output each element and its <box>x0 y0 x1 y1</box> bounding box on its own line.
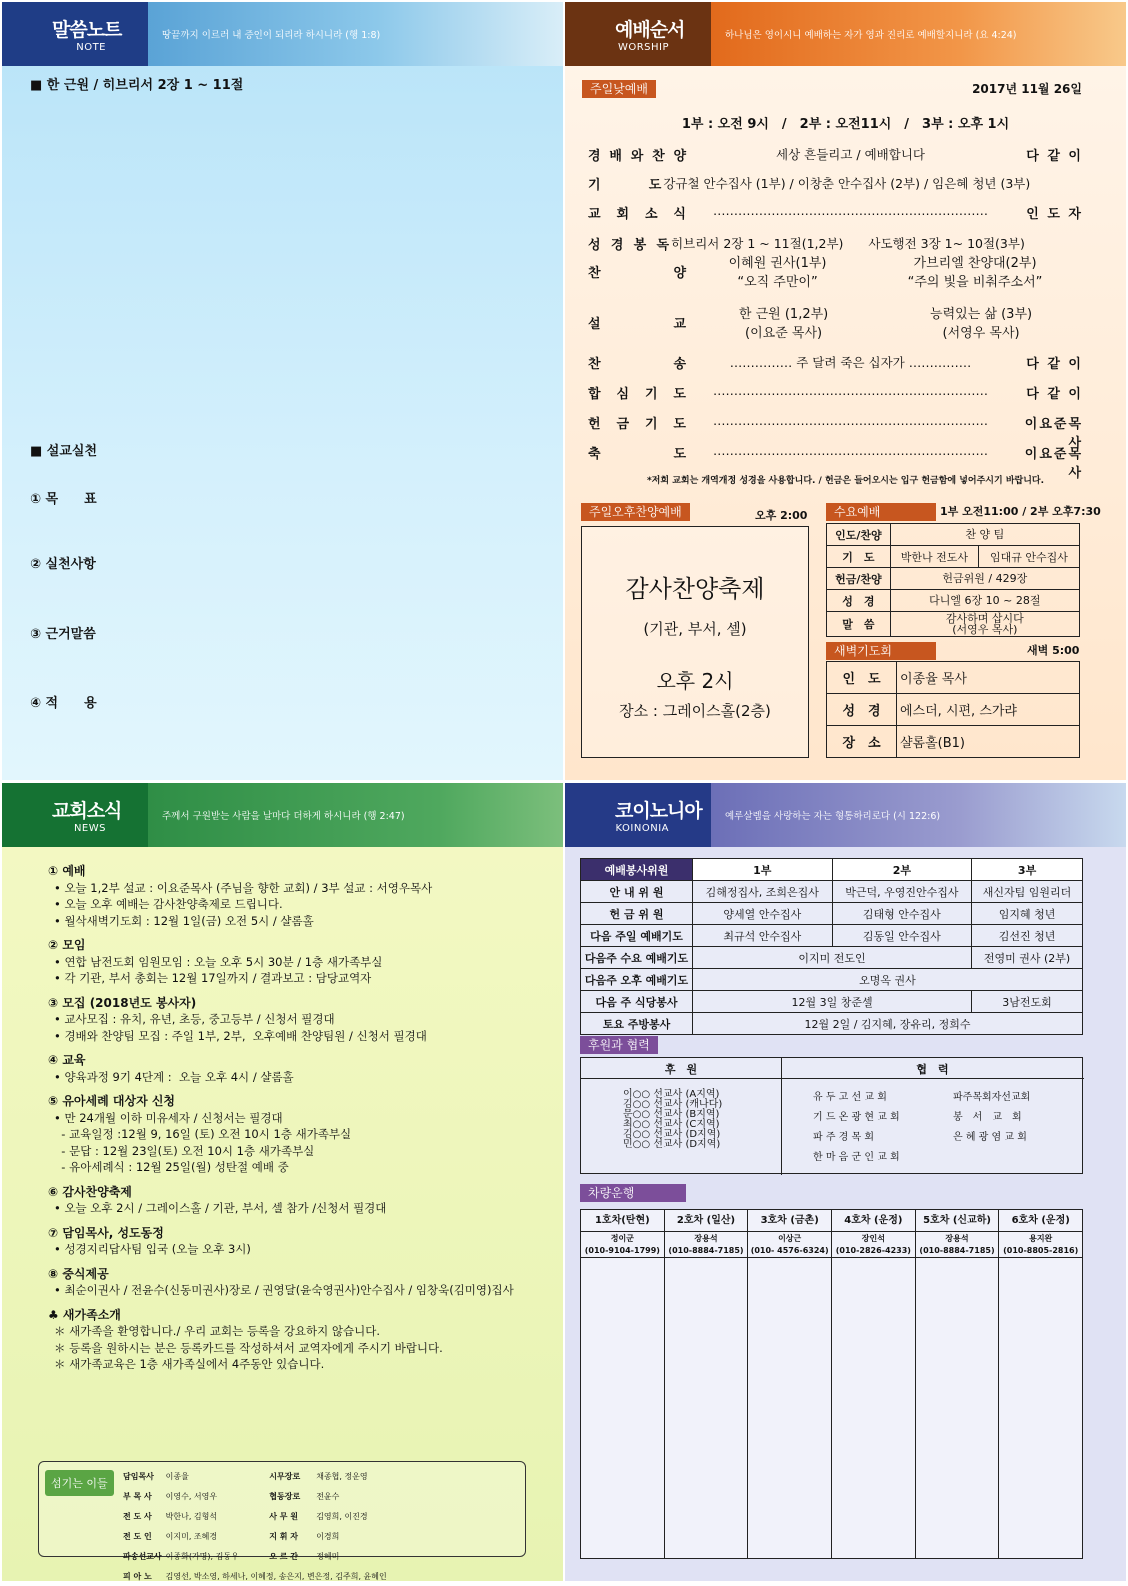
coop-item: 파주목회자선교회 <box>953 1092 1031 1103</box>
dawn-row <box>827 726 1080 758</box>
order-b1: 가브리엘 찬양대(2부) <box>913 256 1037 271</box>
service-date: 2017년 11월 26일 <box>972 82 1082 96</box>
coop-item: 봉 서 교 회 <box>953 1112 1022 1123</box>
practice-apply: ④ 적 용 <box>30 696 97 711</box>
news-line: • 최순이권사 / 전윤수(신동미권사)장로 / 권영달(윤숙영권사)안수집사 / 임창욱(김미영)집사 <box>54 1283 514 1297</box>
staff-cell: 이경희 <box>316 1531 340 1541</box>
wed-label: 인도/찬양 <box>827 524 891 546</box>
practice-basis: ③ 근거말씀 <box>30 627 96 642</box>
order-right <box>1025 234 1083 253</box>
dawn-row <box>827 694 1080 726</box>
news-heading: ⑧ 중식제공 <box>48 1266 109 1281</box>
order-char: 회 <box>616 207 632 222</box>
staff-row <box>121 1546 389 1566</box>
order-char: 설 <box>588 317 603 332</box>
staff-cell: 채종협, 정운영 <box>316 1471 368 1481</box>
order-middle: ………………………………………………………… <box>713 383 988 398</box>
cooperation-head: 협 력 <box>916 1063 949 1076</box>
wed-val2: 임대규 안수집사 <box>979 546 1080 568</box>
order-char: 식 <box>673 207 688 222</box>
order-char: 심 <box>616 387 632 402</box>
pm-at: 오후 2시 <box>656 669 734 693</box>
order-label <box>588 234 671 253</box>
order-label <box>588 174 663 193</box>
order-a1: 한 근원 (1,2부) <box>738 307 829 322</box>
car-driver <box>581 1232 664 1258</box>
wed-row <box>827 590 1080 612</box>
worship-header <box>565 2 1126 66</box>
worship-page <box>565 2 1126 780</box>
staff-tag: 섬기는 이들 <box>45 1470 114 1496</box>
support-item: 최○○ 선교사 (C지역) <box>623 1119 720 1130</box>
staff-cell: 이종율 <box>165 1471 189 1481</box>
car-col <box>748 1210 832 1558</box>
order-a2: (이요준 목사) <box>745 326 823 341</box>
svc-cell: 임지혜 청년 <box>972 903 1083 925</box>
wed-label: 기 도 <box>827 546 891 568</box>
svc-cell: 이지미 전도인 <box>693 947 972 969</box>
wed-row <box>827 546 1080 568</box>
order-char: 기 <box>588 178 603 193</box>
driver-name: 이상근 <box>778 1234 802 1243</box>
order-char: 찬 <box>588 266 603 281</box>
order-label <box>588 145 688 164</box>
driver-phone: (010-9104-1799) <box>584 1246 660 1255</box>
order-char: 경 <box>610 238 626 253</box>
worship-verse: 하나님은 영이시니 예배하는 자가 영과 진리로 예배할지니라 (요 4:24) <box>711 2 1126 66</box>
order-char: 양 <box>673 266 688 281</box>
car-col <box>832 1210 916 1558</box>
order-label <box>588 262 688 290</box>
wed-line: 헌금위원 / 429장 <box>942 572 1028 585</box>
driver-phone: (010-2826-4233) <box>835 1246 911 1255</box>
news-line: • 만 24개월 이하 미유세자 / 신청서는 필경대 <box>54 1110 283 1125</box>
car-driver <box>999 1232 1082 1258</box>
driver-phone: (010-8884-7185) <box>668 1246 744 1255</box>
coop-list-1 <box>813 1088 900 1168</box>
support-item: 김○○ 선교사 (캐나다) <box>623 1099 723 1110</box>
staff-cell: 전 도 인 <box>123 1531 152 1541</box>
car-head: 6호차 (운정) <box>999 1210 1082 1232</box>
svc-cell: 토요 주방봉사 <box>581 1013 693 1035</box>
svc-cell: 김태형 안수집사 <box>832 903 972 925</box>
order-b2: “주의 빛을 비춰주소서” <box>907 275 1043 290</box>
order-row <box>588 234 1083 253</box>
coop-item: 기 드 온 광 현 교 회 <box>813 1112 900 1123</box>
svc-cell: 오명옥 권사 <box>693 969 1083 991</box>
place-label: 장소 : <box>619 702 658 720</box>
coop-list-2 <box>953 1088 1030 1148</box>
coop-item: 유 두 고 선 교 회 <box>813 1092 887 1103</box>
staff-cell: 파송선교사 <box>123 1551 162 1561</box>
order-b2: (서영우 목사) <box>942 326 1020 341</box>
svc-cell: 김해정집사, 조희은집사 <box>693 881 833 903</box>
staff-cell: 지 휘 자 <box>269 1531 299 1541</box>
pm-tag: 주일오후찬양예배 <box>581 503 690 521</box>
order-col-a <box>729 252 827 290</box>
coop-item: 파 주 경 목 회 <box>813 1132 875 1143</box>
order-row <box>588 174 1083 193</box>
order-char: 송 <box>673 357 688 372</box>
support-head: 후 원 <box>664 1063 698 1076</box>
note-header <box>2 2 563 66</box>
order-char: 기 <box>644 417 660 432</box>
driver-name: 장용석 <box>945 1234 969 1243</box>
car-col <box>999 1210 1082 1558</box>
driver-name: 장인석 <box>861 1234 885 1243</box>
support-item: 문○○ 선교사 (B지역) <box>623 1109 720 1120</box>
dawn-label: 장 소 <box>827 726 897 758</box>
car-head: 5호차 (신교하) <box>916 1210 999 1232</box>
order-middle: …………… 주 달려 죽은 십자가 …………… <box>729 355 972 370</box>
svc-cell: 전영미 권사 (2부) <box>972 947 1083 969</box>
wed-row <box>827 568 1080 590</box>
order-col-b <box>930 303 1032 341</box>
svc-cell: 박근덕, 우영진안수집사 <box>832 881 972 903</box>
svc-row <box>581 991 1083 1013</box>
sermon-title: ■ 한 근원 / 히브리서 2장 1 ~ 11절 <box>30 78 244 93</box>
car-col <box>581 1210 665 1558</box>
order-char: 금 <box>616 417 632 432</box>
coop-item: 한 마 음 군 인 교 회 <box>813 1152 900 1163</box>
support-tag: 후원과 협력 <box>580 1036 658 1054</box>
car-head: 4호차 (운정) <box>832 1210 915 1232</box>
svc-cell: 양세열 안수집사 <box>693 903 833 925</box>
pm-box <box>581 526 809 758</box>
order-middle: 강규철 안수집사 (1부) / 이창춘 안수집사 (2부) / 임은혜 청년 (3부) <box>663 176 1031 191</box>
wed-val: 박한나 전도사 <box>890 546 978 568</box>
car-driver <box>916 1232 999 1258</box>
news-line: • 연합 남전도회 임원모임 : 오늘 오후 5시 30분 / 1층 새가족부실 <box>54 954 383 969</box>
staff-cell: 박한나, 김형석 <box>165 1511 218 1521</box>
order-char: 양 <box>673 149 688 164</box>
news-verse: 주께서 구원받는 사람을 날마다 더하게 하시니라 (행 2:47) <box>148 783 563 847</box>
wed-line: 찬 양 팀 <box>965 528 1005 541</box>
staff-cell: 오 르 간 <box>269 1551 299 1561</box>
svc-row <box>581 969 1083 991</box>
notice: *저희 교회는 개역개정 성경을 사용합니다. / 헌금은 들어오시는 입구 헌금함에 넣어주시기 바랍니다. <box>646 476 1045 486</box>
news-line: • 오늘 1,2부 설교 : 이요준목사 (주님을 향한 교회) / 3부 설교 : 서영우목사 <box>54 880 433 895</box>
staff-table <box>121 1466 389 1586</box>
coop-item: 은 혜 광 염 교 회 <box>953 1132 1027 1143</box>
order-middle: ………………………………………………………… <box>713 443 988 458</box>
staff-cell: 정혜미 <box>316 1551 340 1561</box>
order-right: 다 같 이 <box>1026 387 1083 402</box>
support-item: 이○○ 선교사 (A지역) <box>623 1089 720 1100</box>
svc-cell: 헌 금 위 원 <box>581 903 693 925</box>
order-middle: 세상 흔들리고 / 예배합니다 <box>776 147 925 162</box>
car-head: 3호차 (금촌) <box>748 1210 831 1232</box>
svc-cell: 다음주 수요 예배기도 <box>581 947 693 969</box>
service-times: 1부 : 오전 9시 / 2부 : 오전11시 / 3부 : 오후 1시 <box>681 117 1010 132</box>
wed-line: 다니엘 6장 10 ~ 28절 <box>929 594 1041 607</box>
svc-cell: 다음 주 식당봉사 <box>581 991 693 1013</box>
order-right: 이요준목사 <box>1024 447 1083 481</box>
support-box <box>580 1057 1083 1174</box>
dawn-val: 이종율 목사 <box>897 662 1080 694</box>
news-line: ＊ 등록을 원하시는 분은 등록카드를 작성하셔서 교역자에게 주시기 바랍니다. <box>54 1340 443 1355</box>
staff-cell: 담임목사 <box>123 1471 154 1481</box>
order-char: 독 <box>656 238 672 253</box>
order-char: 소 <box>644 207 660 222</box>
wed-line2: (서영우 목사) <box>952 623 1018 636</box>
news-heading: ⑥ 감사찬양축제 <box>48 1184 132 1199</box>
wed-val <box>890 612 1079 637</box>
order-char: 찬 <box>652 149 667 164</box>
news-line: ＊ 새가족을 환영합니다./ 우리 교회는 등록을 강요하지 않습니다. <box>54 1324 380 1338</box>
news-line: • 각 기관, 부서 총회는 12월 17일까지 / 결과보고 : 담당교역자 <box>54 971 372 985</box>
dawn-row <box>827 662 1080 694</box>
wed-val <box>890 524 1079 546</box>
order-row <box>588 353 1083 372</box>
svc-cell: 최규석 안수집사 <box>693 925 833 947</box>
service-table <box>580 858 1083 1035</box>
svc-cell: 안 내 위 원 <box>581 881 693 903</box>
svc-row <box>581 903 1083 925</box>
koinonia-verse: 예루살렘을 사랑하는 자는 형통하리로다 (시 122:6) <box>711 783 1126 847</box>
news-heading: ④ 교육 <box>48 1053 86 1067</box>
svc-cell: 김선진 청년 <box>972 925 1083 947</box>
order-a1: 이혜원 권사(1부) <box>728 256 827 271</box>
news-heading: ⑤ 유아세례 대상자 신청 <box>48 1094 176 1108</box>
wed-row <box>827 612 1080 637</box>
staff-cell: 협동장로 <box>269 1491 301 1501</box>
order-right: 인 도 자 <box>1026 207 1083 222</box>
news-line: • 성경지리답사팀 입국 (오늘 오후 3시) <box>54 1242 251 1256</box>
staff-cell: 피 아 노 <box>123 1571 152 1581</box>
order-middle <box>688 252 1083 290</box>
staff-row <box>121 1486 389 1506</box>
order-char: 헌 <box>588 417 603 432</box>
order-char: 합 <box>588 387 603 402</box>
news-page <box>2 783 563 1581</box>
worship-logo: 예배순서 WORSHIP <box>565 2 711 66</box>
svc-cell: 새신자팀 임원리더 <box>972 881 1083 903</box>
news-heading: ♣ 새가족소개 <box>48 1307 121 1322</box>
order-char: 배 <box>609 149 624 164</box>
order-char: 경 <box>588 149 603 164</box>
wed-tag: 수요예배 <box>826 503 936 521</box>
staff-cell: 이지미, 조혜경 <box>165 1531 218 1541</box>
svc-head-row <box>581 859 1083 881</box>
svc-head: 1부 <box>693 859 833 881</box>
order-middle: ………………………………………………………… <box>713 203 988 218</box>
order-label <box>588 353 688 372</box>
wed-label: 말 씀 <box>827 612 891 637</box>
order-right: 다 같 이 <box>1026 149 1083 164</box>
order-middle <box>688 303 1083 341</box>
practice-title: ■ 설교실천 <box>30 444 98 459</box>
staff-cell: 사 무 원 <box>269 1511 299 1521</box>
order-right: 다 같 이 <box>1026 357 1083 372</box>
news-line: • 경배와 찬양팀 모집 : 주일 1부, 2부, 오후예배 찬양팀원 / 신청서 필경대 <box>54 1028 427 1043</box>
order-char: 교 <box>588 207 603 222</box>
driver-name: 정이군 <box>610 1234 634 1243</box>
koinonia-page <box>565 783 1126 1581</box>
dawn-time: 새벽 5:00 <box>1027 644 1080 657</box>
svc-cell: 12월 3일 창준셀 <box>693 991 972 1013</box>
staff-row <box>121 1466 389 1486</box>
wed-val <box>890 568 1079 590</box>
car-table <box>580 1209 1083 1559</box>
wed-line: 감사하며 삽시다 <box>945 612 1024 625</box>
dawn-val: 샬롬홀(B1) <box>897 726 1080 758</box>
staff-cell: 전 도 사 <box>123 1511 152 1521</box>
news-heading: ⑦ 담임목사, 성도동정 <box>48 1225 164 1240</box>
wed-row <box>827 524 1080 546</box>
order-middle: ………………………………………………………… <box>713 413 988 428</box>
news-line: • 월삭새벽기도회 : 12월 1일(금) 오전 5시 / 샬롬홀 <box>54 913 314 928</box>
order-row <box>588 203 1083 222</box>
order-char: 도 <box>673 417 688 432</box>
svc-cell: 3남전도회 <box>972 991 1083 1013</box>
order-char: 봉 <box>633 238 649 253</box>
driver-phone: (010- 4576-6324) <box>750 1246 829 1255</box>
order-right: 이요준목사 <box>1024 417 1083 451</box>
wed-label: 성 경 <box>827 590 891 612</box>
note-verse: 땅끝까지 이르러 내 증인이 되리라 하시니라 (행 1:8) <box>148 2 563 66</box>
svc-row <box>581 947 1083 969</box>
wed-val <box>890 590 1079 612</box>
order-a2: “오직 주만이” <box>737 275 818 290</box>
order-char: 기 <box>644 387 660 402</box>
practice-action: ② 실천사항 <box>30 557 96 572</box>
car-col <box>916 1210 1000 1558</box>
order-char: 와 <box>630 149 646 164</box>
staff-cell: 이영수, 서영우 <box>165 1491 218 1501</box>
news-line: • 교사모집 : 유치, 유년, 초등, 중고등부 / 신청서 필경대 <box>54 1012 335 1026</box>
driver-name: 장용석 <box>694 1234 718 1243</box>
koinonia-logo: 코이노니아 KOINONIA <box>565 783 711 847</box>
news-line: - 문답 : 12월 23일(토) 오전 10시 1층 새가족부실 <box>54 1143 315 1158</box>
svc-head: 3부 <box>972 859 1083 881</box>
pm-time: 오후 2:00 <box>755 509 808 522</box>
staff-cell: 이종화(가명), 김동우 <box>165 1551 239 1561</box>
driver-name: 용지완 <box>1029 1234 1053 1243</box>
order-label <box>588 203 688 222</box>
dawn-tag: 새벽기도회 <box>826 642 936 660</box>
driver-phone: (010-8805-2816) <box>1003 1246 1079 1255</box>
svc-row <box>581 925 1083 947</box>
svc-head: 2부 <box>832 859 972 881</box>
svc-row <box>581 1013 1083 1035</box>
order-char: 도 <box>648 178 664 193</box>
car-driver <box>748 1232 831 1258</box>
sunday-tag: 주일낮예배 <box>582 80 656 98</box>
dawn-label: 성 경 <box>827 694 897 726</box>
order-label <box>588 383 688 402</box>
note-logo: 말씀노트 NOTE <box>2 2 148 66</box>
dawn-table <box>826 661 1080 758</box>
staff-cell: 김영선, 박소영, 하세나, 이혜정, 송은지, 변은정, 김주희, 윤혜인 <box>165 1571 387 1581</box>
pm-title: 감사찬양축제 <box>625 575 765 603</box>
order-col-a <box>739 303 828 341</box>
wed-table <box>826 523 1080 637</box>
order-row <box>588 145 1083 164</box>
practice-goal: ① 목 표 <box>30 492 97 507</box>
news-line: • 오늘 오후 예배는 감사찬양축제로 드립니다. <box>54 897 283 911</box>
order-char: 도 <box>673 447 688 462</box>
pm-sub: (기관, 부서, 셀) <box>643 620 747 638</box>
svc-cell: 다음주 오후 예배기도 <box>581 969 693 991</box>
support-list <box>623 1090 722 1150</box>
staff-row <box>121 1526 389 1546</box>
svc-cell: 다음 주일 예배기도 <box>581 925 693 947</box>
support-item: 민○○ 선교사 (D지역) <box>623 1139 721 1150</box>
staff-row <box>121 1506 389 1526</box>
order-char: 도 <box>673 387 688 402</box>
news-line: • 오늘 오후 2시 / 그레이스홀 / 기관, 부서, 셀 참가 /신청서 필경대 <box>54 1201 387 1215</box>
staff-box <box>38 1461 526 1581</box>
support-item: 김○○ 선교사 (D지역) <box>623 1129 721 1140</box>
car-head: 1호차(탄현) <box>581 1210 664 1232</box>
news-line: - 교육일정 :12월 9, 16일 (토) 오전 10시 1층 새가족부실 <box>54 1127 352 1141</box>
note-page <box>2 2 563 780</box>
wed-label: 헌금/찬양 <box>827 568 891 590</box>
news-line: - 유아세례식 : 12월 25일(월) 성탄절 예배 중 <box>54 1160 289 1174</box>
order-char: 성 <box>588 238 603 253</box>
order-right <box>1030 174 1083 193</box>
order-label <box>588 313 688 341</box>
wed-time: 1부 오전11:00 / 2부 오후7:30 <box>940 505 1101 518</box>
news-line: ＊ 새가족교육은 1층 새가족실에서 4주동안 있습니다. <box>54 1357 325 1371</box>
car-driver <box>832 1232 915 1258</box>
dawn-val: 에스더, 시편, 스가랴 <box>897 694 1080 726</box>
pm-place: 그레이스홀(2층) <box>662 702 771 720</box>
news-line: • 양육과정 9기 4단계 : 오늘 오후 4시 / 샬롬홀 <box>54 1069 294 1084</box>
car-head: 2호차 (일산) <box>665 1210 748 1232</box>
news-header <box>2 783 563 847</box>
svc-row <box>581 881 1083 903</box>
order-row <box>588 307 1083 341</box>
dawn-label: 인 도 <box>827 662 897 694</box>
car-col <box>665 1210 749 1558</box>
staff-cell: 시무장로 <box>269 1471 301 1481</box>
svc-cell: 김동일 안수집사 <box>832 925 972 947</box>
order-char: 교 <box>673 317 688 332</box>
news-heading: ③ 모집 (2018년도 봉사자) <box>48 995 197 1010</box>
order-char: 축 <box>588 447 603 462</box>
car-tag: 차량운행 <box>580 1184 686 1202</box>
news-heading: ① 예배 <box>48 864 86 878</box>
news-logo: 교회소식 NEWS <box>2 783 148 847</box>
svc-cell: 12월 2일 / 김지혜, 장유리, 정희수 <box>693 1013 1083 1035</box>
driver-phone: (010-8884-7185) <box>919 1246 995 1255</box>
news-list <box>48 855 558 1373</box>
koinonia-header <box>565 783 1126 847</box>
order-col-b <box>908 252 1043 290</box>
svc-head: 예배봉사위원 <box>581 859 693 881</box>
order-row <box>588 383 1083 402</box>
car-driver <box>665 1232 748 1258</box>
staff-cell: 부 목 사 <box>123 1491 152 1501</box>
order-middle: 히브리서 2장 1 ~ 11절(1,2부) 사도행전 3장 1~ 10절(3부) <box>671 236 1025 251</box>
news-heading: ② 모임 <box>48 938 86 952</box>
order-char: 찬 <box>588 357 603 372</box>
staff-cell: 전윤수 <box>316 1491 340 1501</box>
order-row <box>588 256 1083 290</box>
order-b1: 능력있는 삶 (3부) <box>930 307 1033 322</box>
staff-cell: 김영희, 이진경 <box>316 1511 368 1521</box>
staff-row <box>121 1566 389 1586</box>
